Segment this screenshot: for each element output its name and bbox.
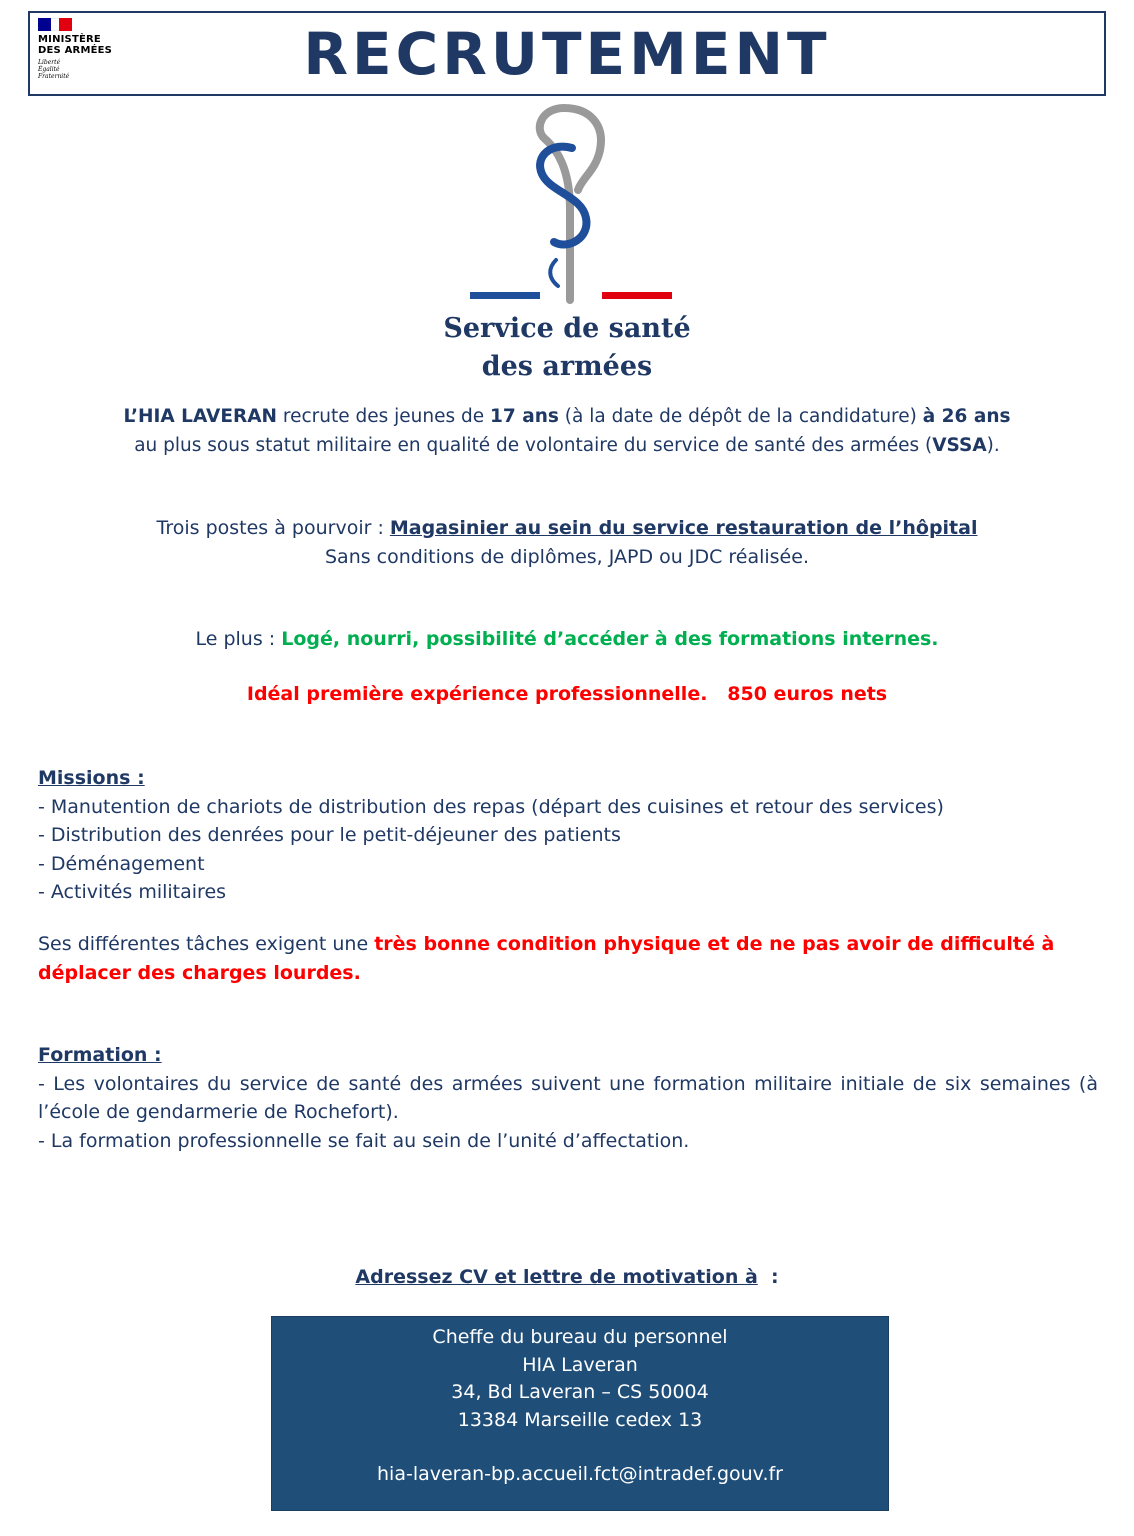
bonus-line bbox=[0, 625, 1134, 654]
blue-bar bbox=[470, 292, 540, 299]
motto-liberte: Liberté bbox=[38, 59, 61, 66]
age-max: à 26 ans bbox=[922, 406, 1011, 427]
page-title: RECRUTEMENT bbox=[303, 20, 831, 88]
ministry-name-line1: MINISTÈRE bbox=[38, 34, 101, 45]
job-title: Magasinier au sein du service restauration de l’hôpital bbox=[389, 517, 978, 539]
motto-egalite: Égalité bbox=[38, 66, 60, 73]
positions-conditions: Sans conditions de diplômes, JAPD ou JDC réalisée. bbox=[325, 546, 809, 568]
salary: 850 euros nets bbox=[727, 683, 888, 705]
service-name-line2: des armées bbox=[481, 351, 653, 382]
contact-heading bbox=[0, 1263, 1134, 1291]
training-title: Formation : bbox=[38, 1044, 162, 1066]
training-item: - Les volontaires du service de santé des armées suivent une formation militaire initiale de six semaines (à l’école de gendarmerie de Rochefort). bbox=[38, 1072, 1098, 1123]
missions-title: Missions bbox=[38, 767, 131, 789]
missions-heading bbox=[38, 764, 1098, 793]
org-name: L’HIA LAVERAN bbox=[123, 406, 278, 427]
positions-paragraph bbox=[0, 514, 1134, 572]
bonus-label: Le plus : bbox=[195, 628, 282, 650]
intro-paragraph bbox=[0, 402, 1134, 460]
caduceus-logo-icon bbox=[460, 100, 680, 310]
mission-item: - Déménagement bbox=[38, 852, 205, 875]
address-box bbox=[271, 1316, 889, 1511]
intro-line1 bbox=[0, 402, 1134, 431]
ideal-text: Idéal première expérience professionnelle. bbox=[246, 683, 708, 705]
ministry-name-line2: DES ARMÉES bbox=[38, 45, 113, 56]
motto-fraternite: Fraternité bbox=[38, 73, 70, 80]
intro-text3: au plus sous statut militaire en qualité de volontaire du service de santé des armées ( bbox=[134, 435, 933, 456]
contact-colon: : bbox=[757, 1266, 779, 1288]
red-bar bbox=[602, 292, 672, 299]
missions-colon: : bbox=[130, 767, 145, 789]
training-section bbox=[38, 1041, 1098, 1155]
intro-text2: (à la date de dépôt de la candidature) bbox=[558, 406, 923, 427]
contact-label: Adressez CV et lettre de motivation à bbox=[355, 1266, 758, 1288]
address-line: HIA Laveran bbox=[522, 1353, 638, 1376]
intro-text4: ). bbox=[986, 435, 1000, 456]
missions-section bbox=[38, 764, 1098, 907]
intro-line2 bbox=[0, 431, 1134, 460]
intro-text1: recrute des jeunes de bbox=[277, 406, 491, 427]
service-name-line1: Service de santé bbox=[443, 313, 691, 344]
mission-item: - Distribution des denrées pour le petit-déjeuner des patients bbox=[38, 824, 621, 846]
ideal-line bbox=[0, 680, 1134, 709]
mission-item: - Activités militaires bbox=[38, 881, 227, 903]
address-line: 34, Bd Laveran – CS 50004 bbox=[451, 1381, 709, 1403]
positions-line bbox=[0, 514, 1134, 543]
positions-label: Trois postes à pourvoir : bbox=[156, 517, 390, 539]
contact-email[interactable]: hia-laveran-bp.accueil.fct@intradef.gouv.fr bbox=[377, 1463, 783, 1485]
training-item: - La formation professionnelle se fait au sein de l’unité d’affectation. bbox=[38, 1129, 690, 1152]
service-name bbox=[0, 310, 1134, 386]
requirements-emphasis: très bonne condition physique et de ne pas avoir de difficulté à déplacer des charges lourdes. bbox=[38, 933, 1055, 984]
mission-item: - Manutention de chariots de distribution des repas (départ des cuisines et retour des services) bbox=[38, 795, 944, 818]
header-box bbox=[28, 11, 1106, 96]
requirements-paragraph bbox=[38, 930, 1098, 988]
address-line: Cheffe du bureau du personnel bbox=[432, 1326, 728, 1348]
address-line: 13384 Marseille cedex 13 bbox=[457, 1408, 703, 1431]
age-min: 17 ans bbox=[490, 406, 559, 427]
bonus-text: Logé, nourri, possibilité d’accéder à des formations internes. bbox=[281, 628, 939, 650]
vssa-acronym: VSSA bbox=[932, 435, 987, 456]
requirements-text: Ses différentes tâches exigent une bbox=[38, 933, 375, 955]
